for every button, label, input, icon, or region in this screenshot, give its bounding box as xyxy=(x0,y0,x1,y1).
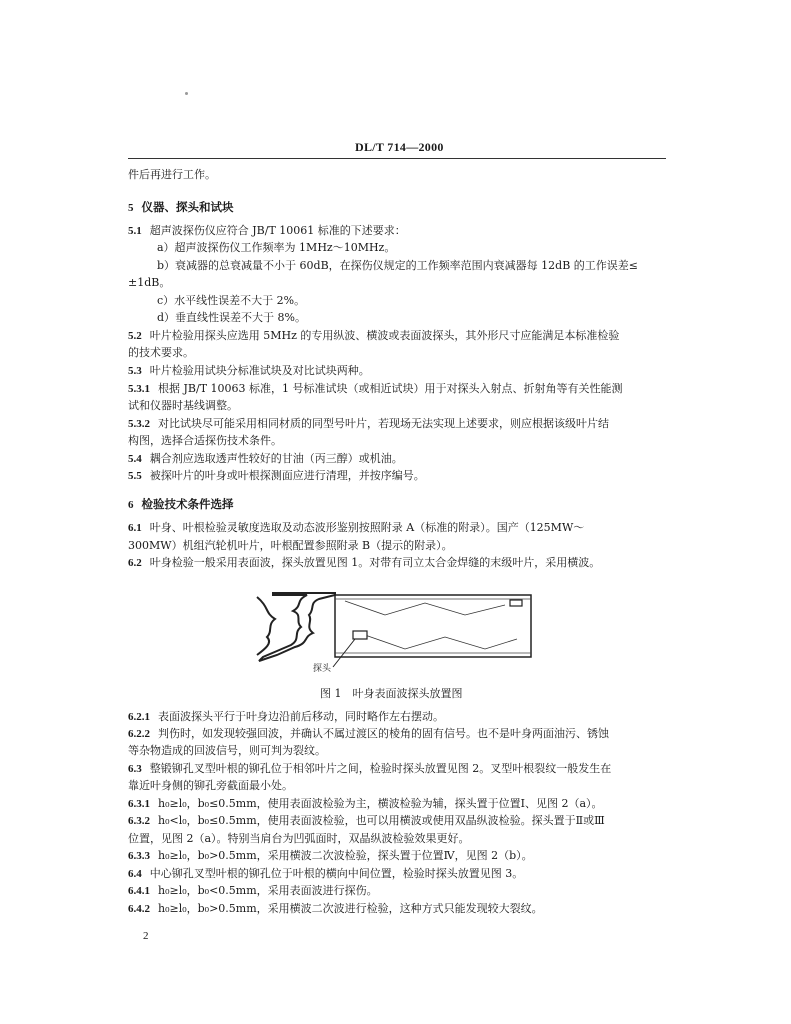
clause-line: 6.3.3 h₀≥l₀，b₀>0.5mm，采用横波二次波检验，探头置于位置Ⅳ，见图 2（b）。 xyxy=(128,849,533,862)
text-line: 构图，选择合适探伤技术条件。 xyxy=(128,434,282,447)
document-code-header: DL/T 714—2000 xyxy=(355,140,444,154)
clause-line: 6.4 中心铆孔叉型叶根的铆孔位于叶根的横向中间位置，检验时探头放置见图 3。 xyxy=(128,867,524,880)
text-line: 试和仪器时基线调整。 xyxy=(128,399,238,412)
clause-line: 6.2.1 表面波探头平行于叶身边沿前后移动，同时略作左右摆动。 xyxy=(128,710,444,723)
clause-line: 6.4.2 h₀≥l₀，b₀>0.5mm，采用横波二次波进行检验，这种方式只能发现较大裂纹。 xyxy=(128,902,543,915)
clause-line: 5.3.1 根据 JB/T 10063 标准，1 号标准试块（或相近试块）用于对探头入射点、折射角等有关性能测 xyxy=(128,382,623,395)
wave-path xyxy=(365,635,517,649)
clause-line: 5.1 超声波探伤仪应符合 JB/T 10061 标准的下述要求： xyxy=(128,224,406,237)
text-line: 靠近叶身侧的铆孔旁截面最小处。 xyxy=(128,779,293,792)
clause-line: 5.2 叶片检验用探头应选用 5MHz 的专用纵波、横波或表面波探头，其外形尺寸应能满足本标准检验 xyxy=(128,329,620,342)
clause-line: 6.3.2 h₀<l₀，b₀≤0.5mm，使用表面波检验，也可以用横波或使用双晶纵波检验。探头置于Ⅱ或Ⅲ xyxy=(128,814,605,827)
text-line: ±1dB。 xyxy=(128,276,171,289)
list-item: a）超声波探伤仪工作频率为 1MHz～10MHz。 xyxy=(157,241,396,254)
wave-path xyxy=(345,601,505,615)
section-heading: 6 检验技术条件选择 xyxy=(128,497,234,511)
clause-line: 6.4.1 h₀≥l₀，b₀<0.5mm，采用表面波进行探伤。 xyxy=(128,884,378,897)
figure-caption: 图 1 叶身表面波探头放置图 xyxy=(320,687,463,700)
blade-body xyxy=(335,595,531,657)
page-number: 2 xyxy=(143,930,149,942)
clause-line: 6.2 叶身检验一般采用表面波，探头放置见图 1。对带有司立太合金焊缝的末级叶片，采用横波。 xyxy=(128,556,601,569)
text-line: 位置，见图 2（a）。特别当肩台为凹弧面时，双晶纵波检验效果更好。 xyxy=(128,832,470,845)
clause-line: 5.3.2 对比试块尽可能采用相同材质的同型号叶片，若现场无法实现上述要求，则应根据该级叶片结 xyxy=(128,417,609,430)
text-line: 件后再进行工作。 xyxy=(128,168,216,181)
clause-line: 6.1 叶身、叶根检验灵敏度选取及动态波形鉴别按照附录 A（标准的附录）。国产（125MW～ xyxy=(128,521,585,534)
blade-root-edge xyxy=(257,597,275,655)
figure-blade-probe xyxy=(255,585,545,680)
text-line: 300MW）机组汽轮机叶片，叶根配置参照附录 B（提示的附录）。 xyxy=(128,539,453,552)
text-line: 等杂物造成的回波信号，则可判为裂纹。 xyxy=(128,744,326,757)
clause-line: 5.4 耦合剂应选取透声性较好的甘油（丙三醇）或机油。 xyxy=(128,452,403,465)
clause-line: 6.2.2 判伤时，如发现较强回波，并确认不属过渡区的棱角的固有信号。也不是叶身两面油污、锈蚀 xyxy=(128,727,609,740)
list-item: c）水平线性误差不大于 2%。 xyxy=(157,294,306,307)
section-heading: 5 仪器、探头和试块 xyxy=(128,200,234,214)
text-line: 的技术要求。 xyxy=(128,346,194,359)
list-item: d）垂直线性误差不大于 8%。 xyxy=(157,311,306,324)
clause-line: 5.5 被探叶片的叶身或叶根探测面应进行清理，并按序编号。 xyxy=(128,469,425,482)
header-rule xyxy=(128,158,666,159)
probe-lower xyxy=(353,631,367,639)
clause-line: 6.3 整锻铆孔叉型叶根的铆孔位于相邻叶片之间，检验时探头放置见图 2。叉型叶根裂纹一般发生在 xyxy=(128,762,612,775)
list-item: b）衰减器的总衰减量不小于 60dB，在探伤仪规定的工作频率范围内衰减器每 12dB 的工作误差≤ xyxy=(157,259,638,272)
clause-line: 5.3 叶片检验用试块分标准试块及对比试块两种。 xyxy=(128,364,370,377)
probe-upper xyxy=(510,600,522,606)
probe-label: 探头 xyxy=(313,664,332,674)
clause-line: 6.3.1 h₀≥l₀，b₀≤0.5mm，使用表面波检验为主，横波检验为辅，探头置于位置Ⅰ、见图 2（a）。 xyxy=(128,797,603,810)
scan-speck xyxy=(185,92,188,95)
